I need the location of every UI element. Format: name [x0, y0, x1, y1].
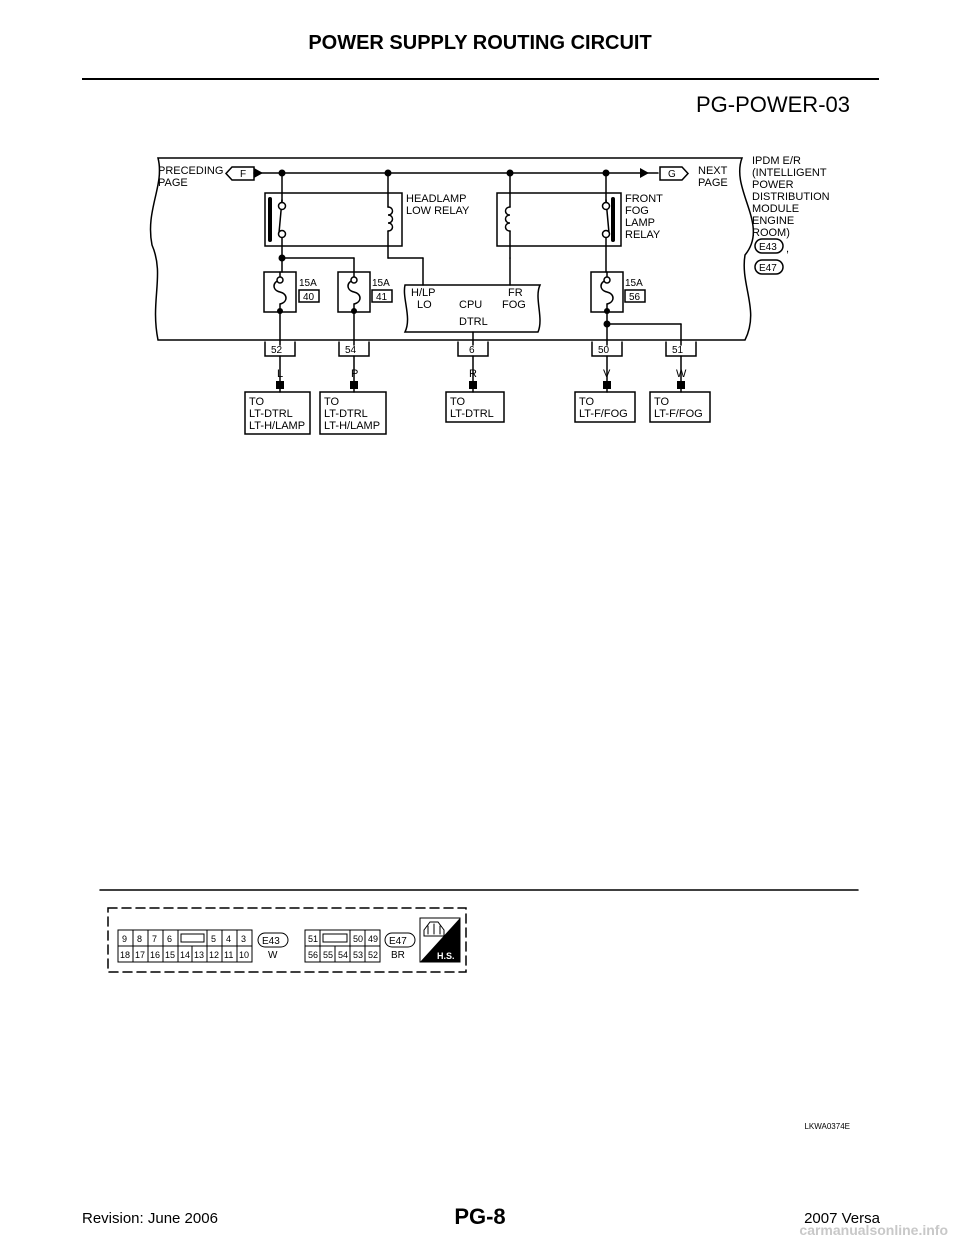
- headlamp-relay-label-1: HEADLAMP: [406, 193, 467, 205]
- module-connector-e43: E43: [759, 242, 777, 253]
- cpu-label: CPU: [459, 299, 483, 311]
- next-page-label-1: NEXT: [698, 165, 728, 177]
- wire-color-r: R: [469, 368, 477, 380]
- cpu-dtrl-label: DTRL: [459, 316, 488, 328]
- terminal-50: 50: [598, 345, 610, 356]
- fuse-56-number: 56: [629, 292, 641, 303]
- harness-side-icon: [420, 918, 460, 962]
- e43-name: E43: [262, 936, 280, 947]
- wire-color-p: P: [351, 368, 359, 380]
- e43-pin-16: 16: [150, 950, 161, 960]
- fog-relay-label-2: FOG: [625, 205, 649, 217]
- model-text: 2007 Versa: [804, 1210, 880, 1227]
- destination-5-line-1: TO: [654, 396, 670, 408]
- e47-name: E47: [389, 936, 407, 947]
- fog-relay-label-4: RELAY: [625, 229, 661, 241]
- cpu-fr-label: FR: [508, 287, 523, 299]
- destination-5-line-2: LT-F/FOG: [654, 408, 703, 420]
- connector-f-label: F: [240, 169, 247, 180]
- module-label-1: IPDM E/R: [752, 155, 801, 167]
- hs-label: H.S.: [437, 951, 455, 961]
- terminal-51: 51: [672, 345, 684, 356]
- module-label-2: (INTELLIGENT: [752, 167, 827, 179]
- destination-2-line-3: LT-H/LAMP: [324, 420, 381, 432]
- page-number: PG-8: [454, 1204, 506, 1229]
- cpu-fog-label: FOG: [502, 299, 526, 311]
- module-label-4: DISTRIBUTION: [752, 191, 830, 203]
- module-connector-e47: E47: [759, 263, 777, 274]
- fog-relay-label-3: LAMP: [625, 217, 655, 229]
- destination-1-line-3: LT-H/LAMP: [249, 420, 306, 432]
- e43-color: W: [268, 950, 278, 961]
- destination-4-line-1: TO: [579, 396, 595, 408]
- image-code: LKWA0374E: [804, 1122, 850, 1131]
- e47-pin-53: 53: [353, 950, 364, 960]
- e47-pin-55: 55: [323, 950, 334, 960]
- connector-g-label: G: [668, 169, 676, 180]
- fuse-40-rating: 15A: [299, 278, 317, 289]
- wire-color-l: L: [277, 368, 284, 380]
- destination-2-line-2: LT-DTRL: [324, 408, 368, 420]
- destination-2-line-1: TO: [324, 396, 340, 408]
- diagram-id: PG-POWER-03: [695, 92, 850, 117]
- e43-pin-13: 13: [194, 950, 205, 960]
- wire-color-w: W: [676, 368, 687, 380]
- cpu-hlp-label: H/LP: [411, 287, 436, 299]
- fuse-40-number: 40: [303, 292, 315, 303]
- preceding-page-label-2: PAGE: [158, 177, 188, 189]
- fuse-41-rating: 15A: [372, 278, 390, 289]
- module-label-3: POWER: [752, 179, 794, 191]
- next-page-label-2: PAGE: [698, 177, 728, 189]
- e43-pin-4: 4: [226, 934, 232, 944]
- preceding-page-label-1: PRECEDING: [158, 165, 224, 177]
- destination-1-line-2: LT-DTRL: [249, 408, 293, 420]
- headlamp-relay-label-2: LOW RELAY: [406, 205, 470, 217]
- page-title: POWER SUPPLY ROUTING CIRCUIT: [308, 32, 652, 54]
- wire-color-v: V: [603, 368, 611, 380]
- destination-1-line-1: TO: [249, 396, 265, 408]
- module-label-5: MODULE: [752, 203, 800, 215]
- e43-pin-18: 18: [120, 950, 131, 960]
- fuse-56-rating: 15A: [625, 278, 643, 289]
- terminal-52: 52: [271, 345, 283, 356]
- e47-pin-54: 54: [338, 950, 349, 960]
- e43-pin-14: 14: [180, 950, 191, 960]
- module-connector-separator: ,: [786, 243, 790, 255]
- e43-pin-10: 10: [239, 950, 250, 960]
- e43-pin-8: 8: [137, 934, 143, 944]
- e47-pin-49: 49: [368, 934, 379, 944]
- e47-pin-51: 51: [308, 934, 319, 944]
- e47-pin-50: 50: [353, 934, 364, 944]
- e43-pin-5: 5: [211, 934, 217, 944]
- e47-pin-56: 56: [308, 950, 319, 960]
- module-label-6: ENGINE: [752, 215, 795, 227]
- e43-pin-11: 11: [224, 950, 234, 960]
- cpu-lo-label: LO: [417, 299, 432, 311]
- destination-3-line-2: LT-DTRL: [450, 408, 494, 420]
- e47-color: BR: [391, 950, 405, 961]
- connector-legend: [108, 908, 466, 972]
- watermark: carmanualsonline.info: [799, 1222, 948, 1238]
- fog-relay-label-1: FRONT: [625, 193, 663, 205]
- e43-pin-12: 12: [209, 950, 220, 960]
- e43-pin-6: 6: [167, 934, 173, 944]
- e43-pin-17: 17: [135, 950, 146, 960]
- e43-pin-3: 3: [241, 934, 247, 944]
- e47-pin-52: 52: [368, 950, 379, 960]
- terminal-6: 6: [469, 345, 475, 356]
- destination-3-line-1: TO: [450, 396, 466, 408]
- terminal-54: 54: [345, 345, 357, 356]
- revision-text: Revision: June 2006: [82, 1210, 218, 1227]
- destination-4-line-2: LT-F/FOG: [579, 408, 628, 420]
- e43-pin-9: 9: [122, 934, 128, 944]
- module-label-7: ROOM): [752, 227, 790, 239]
- fuse-41-number: 41: [376, 292, 388, 303]
- e43-pin-7: 7: [152, 934, 158, 944]
- e43-pin-15: 15: [165, 950, 176, 960]
